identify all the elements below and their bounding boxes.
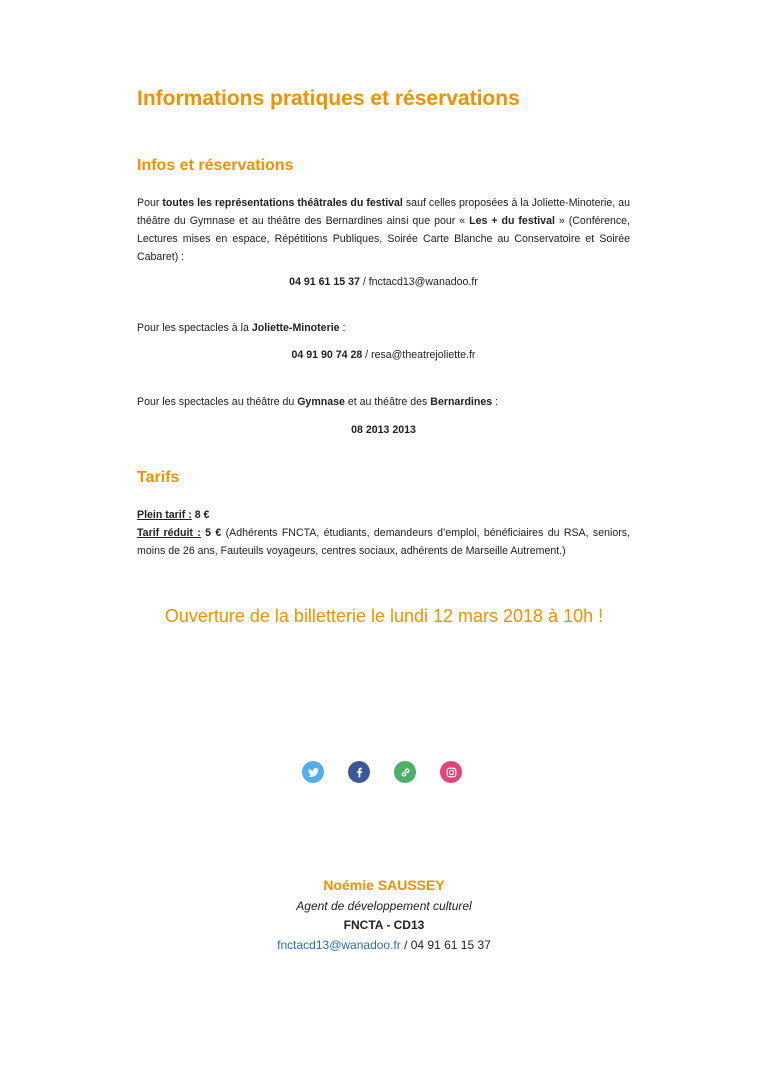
- tarif-reduit-line: [137, 524, 630, 560]
- joliette-paragraph: [137, 319, 630, 337]
- plein-tarif-value: 8 €: [191, 509, 210, 521]
- signature-contact: [0, 935, 768, 955]
- email-joliette: / resa@theatrejoliette.fr: [362, 349, 476, 361]
- gymnase-text-2: et au théâtre des: [344, 396, 431, 408]
- tarif-reduit-details: (Adhérents FNCTA, étudiants, demandeurs d’emploi, bénéficiaires du RSA, seniors, moins de 26 ans, Fauteuils voyageurs, centres sociaux, adhérents de Marseille Autrement.): [137, 527, 631, 557]
- joliette-bold: Joliette-Minoterie: [251, 322, 340, 334]
- signature-organization: FNCTA - CD13: [343, 918, 425, 932]
- signature-name: Noémie SAUSSEY: [323, 877, 445, 893]
- tarif-reduit-value: 5 €: [200, 527, 222, 539]
- gymnase-text-3: :: [492, 396, 499, 408]
- infos-reservations-heading: Infos et réservations: [137, 157, 294, 174]
- email-festival: / fnctacd13@wanadoo.fr: [359, 276, 478, 288]
- twitter-icon[interactable]: [302, 761, 324, 783]
- billetterie-announcement: Ouverture de la billetterie le lundi 12 mars 2018 à 10h !: [164, 606, 604, 626]
- bernardines-bold: Bernardines: [430, 396, 493, 408]
- contact-gymnase: [137, 424, 630, 436]
- phone-joliette: 04 91 90 74 28: [291, 349, 363, 361]
- plein-tarif-line: [137, 506, 630, 524]
- social-links: [302, 761, 472, 783]
- intro-paragraph: [137, 194, 630, 266]
- signature-role: Agent de développement culturel: [296, 899, 472, 913]
- signature-phone: / 04 91 61 15 37: [400, 938, 491, 952]
- instagram-icon[interactable]: [440, 761, 462, 783]
- intro-bold-2: Les + du festival: [469, 215, 555, 227]
- tarifs-block: [137, 506, 630, 560]
- signature-block: [0, 875, 768, 955]
- facebook-icon[interactable]: [348, 761, 370, 783]
- intro-text-1: Pour: [137, 197, 163, 209]
- gymnase-bold: Gymnase: [297, 396, 345, 408]
- contact-joliette: [137, 349, 630, 361]
- contact-festival: [137, 276, 630, 288]
- plein-tarif-label: Plein tarif :: [137, 509, 192, 521]
- intro-bold-1: toutes les représentations théâtrales du festival: [162, 197, 403, 209]
- gymnase-text-1: Pour les spectacles au théâtre du: [137, 396, 298, 408]
- intro-text-3: » (Conférence, Lectures mises en espace, Répétitions Publiques, Soirée Carte Blanche au Conservatoire et Soirée Cabaret) :: [137, 215, 630, 263]
- link-icon[interactable]: [394, 761, 416, 783]
- page-title: Informations pratiques et réservations: [137, 87, 520, 110]
- gymnase-paragraph: [137, 393, 630, 411]
- phone-gymnase: 08 2013 2013: [351, 424, 416, 436]
- joliette-text-1: Pour les spectacles à la: [137, 322, 252, 334]
- intro-text-2: sauf celles proposées à la Joliette-Minoterie, au théâtre du Gymnase et au théâtre des Bernardines ainsi que pour «: [137, 197, 630, 227]
- joliette-text-2: :: [339, 322, 346, 334]
- phone-festival: 04 91 61 15 37: [289, 276, 360, 288]
- tarifs-heading: Tarifs: [137, 469, 180, 486]
- signature-email-link[interactable]: fnctacd13@wanadoo.fr: [277, 938, 401, 952]
- tarif-reduit-label: Tarif réduit :: [137, 527, 201, 539]
